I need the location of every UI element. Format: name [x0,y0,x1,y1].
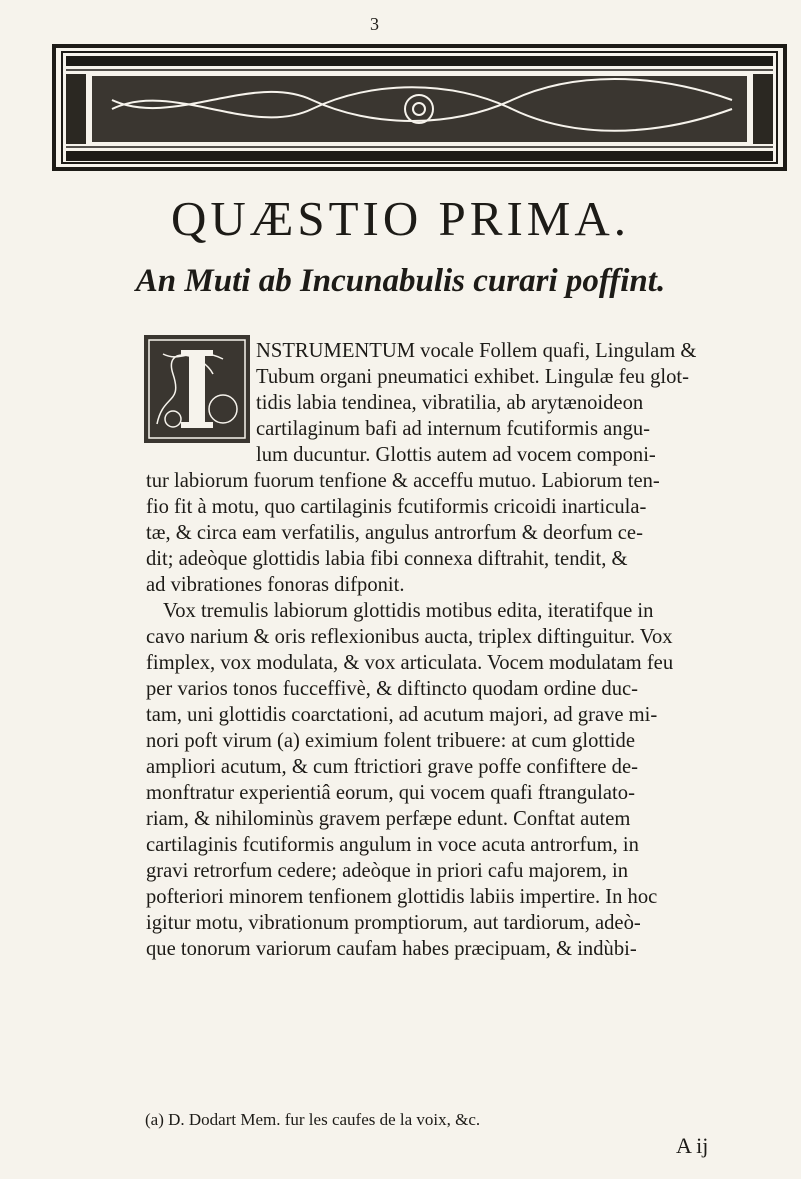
text-line: tur labiorum fuorum tenfione & acceffu mutuo. Labiorum ten- [146,470,660,492]
decorated-initial-icon [143,334,251,444]
page-number: 3 [370,14,379,34]
text-line: dit; adeòque glottidis labia fibi connexa diftrahit, tendit, & [146,548,628,570]
text-line: que tonorum variorum caufam habes præcipuam, & indùbi- [146,938,637,960]
text-line: fio fit à motu, quo cartilaginis fcutiformis cricoidi inarticula- [146,496,647,518]
ornamental-headpiece-icon [52,40,787,175]
page-subtitle: An Muti ab Incunabulis curari poffint. [135,263,666,299]
text-line: cavo narium & oris reflexionibus aucta, triplex diftinguitur. Vox [146,626,673,648]
text-line: ad vibrationes fonoras difponit. [146,574,405,596]
footnote: (a) D. Dodart Mem. fur les caufes de la voix, &c. [145,1110,481,1129]
text-line: lum ducuntur. Glottis autem ad vocem componi- [256,444,656,466]
text-line: monftratur experientiâ eorum, qui vocem quafi ftrangulato- [146,782,635,804]
text-line: fimplex, vox modulata, & vox articulata. Vocem modulatam feu [146,652,674,674]
text-line: tæ, & circa eam verfatilis, angulus antrorfum & deorfum ce- [146,522,643,544]
text-line: gravi retrorfum cedere; adeòque in priori cafu majorem, in [146,860,629,882]
text-line: ampliori acutum, & cum ftrictiori grave poffe confiftere de- [146,756,638,778]
text-line: Vox tremulis labiorum glottidis motibus edita, iteratifque in [163,600,654,622]
text-line: riam, & nihilominùs gravem perfæpe edunt. Conftat autem [146,808,631,830]
text-line: cartilaginis fcutiformis angulum in voce acuta antrorfum, in [146,834,639,856]
text-line: tidis labia tendinea, vibratilia, ab arytænoideon [256,392,644,414]
page-title: QUÆSTIO PRIMA. [171,191,630,246]
text-line: cartilaginum bafi ad internum fcutiformis angu- [256,418,651,440]
text-line: tam, uni glottidis coarctationi, ad acutum majori, ad grave mi- [146,704,658,726]
text-line: per varios tonos fucceffivè, & diftincto quodam ordine duc- [146,678,639,700]
text-line: NSTRUMENTUM vocale Follem quafi, Lingulam & [256,340,697,362]
signature-mark: A ij [676,1133,709,1158]
text-line: Tubum organi pneumatici exhibet. Lingulæ feu glot- [256,366,689,388]
text-line: igitur motu, vibrationum promptiorum, aut tardiorum, adeò- [146,912,641,934]
text-line: pofteriori minorem tenfionem glottidis labiis impertire. In hoc [146,886,658,908]
text-line: nori poft virum (a) eximium folent tribuere: at cum glottide [146,730,635,752]
